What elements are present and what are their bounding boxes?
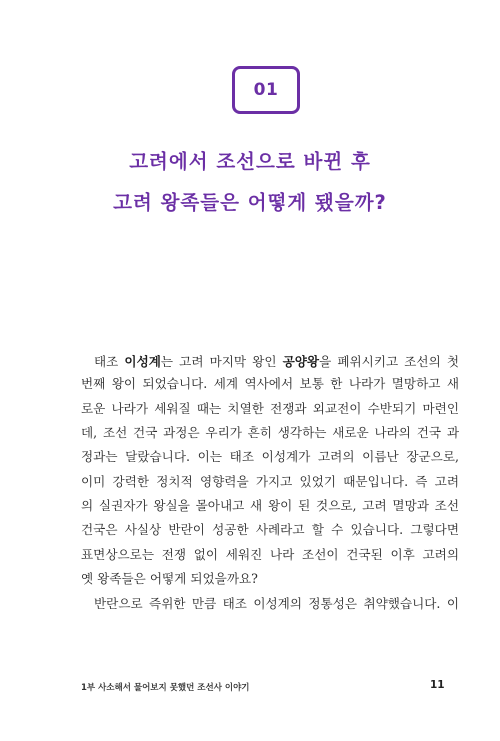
body-paragraph-2-line-1: 반란으로 즉위한 만큼 태조 이성계의 정통성은 취약했습니다. 이 — [94, 596, 459, 611]
chapter-number-badge — [232, 66, 300, 114]
name-yi-seong-gye: 이성계 — [124, 354, 161, 369]
body-line-6: 이미 강력한 정치적 영향력을 가지고 있었기 때문입니다. 즉 고려 — [81, 474, 459, 489]
chapter-number: 01 — [253, 80, 279, 100]
running-footer: 1부 사소해서 물어보지 못했던 조선사 이야기 — [81, 683, 250, 693]
body-line-7: 의 실권자가 왕실을 몰아내고 새 왕이 된 것으로, 고려 멸망과 조선 — [81, 498, 459, 513]
body-line-1 — [81, 354, 459, 370]
body-line-1-middle: 는 고려 마지막 왕인 — [160, 354, 283, 369]
chapter-title-line-2: 고려 왕족들은 어떻게 됐을까? — [113, 191, 387, 214]
body-line-8: 건국은 사실상 반란이 성공한 사례라고 할 수 있습니다. 그렇다면 — [81, 522, 459, 537]
chapter-title-line-1: 고려에서 조선으로 바뀐 후 — [129, 150, 371, 173]
body-line-9: 표면상으로는 전쟁 없이 세워진 나라 조선이 건국된 이후 고려의 — [81, 547, 459, 562]
page-number: 11 — [430, 679, 445, 691]
body-line-1-after: 을 폐위시키고 조선의 첫 — [319, 354, 459, 369]
name-gongyang-wang: 공양왕 — [282, 354, 320, 369]
body-line-1-before: 태조 — [94, 354, 125, 369]
body-line-3: 로운 나라가 세워질 때는 치열한 전쟁과 외교전이 수반되기 마련인 — [81, 401, 459, 416]
body-line-10: 옛 왕족들은 어떻게 되었을까요? — [81, 571, 258, 586]
body-line-2: 번째 왕이 되었습니다. 세계 역사에서 보통 한 나라가 멸망하고 새 — [81, 376, 459, 391]
body-line-4: 데, 조선 건국 과정은 우리가 흔히 생각하는 새로운 나라의 건국 과 — [81, 425, 459, 440]
body-line-5: 정과는 달랐습니다. 이는 태조 이성계가 고려의 이름난 장군으로, — [81, 449, 459, 464]
